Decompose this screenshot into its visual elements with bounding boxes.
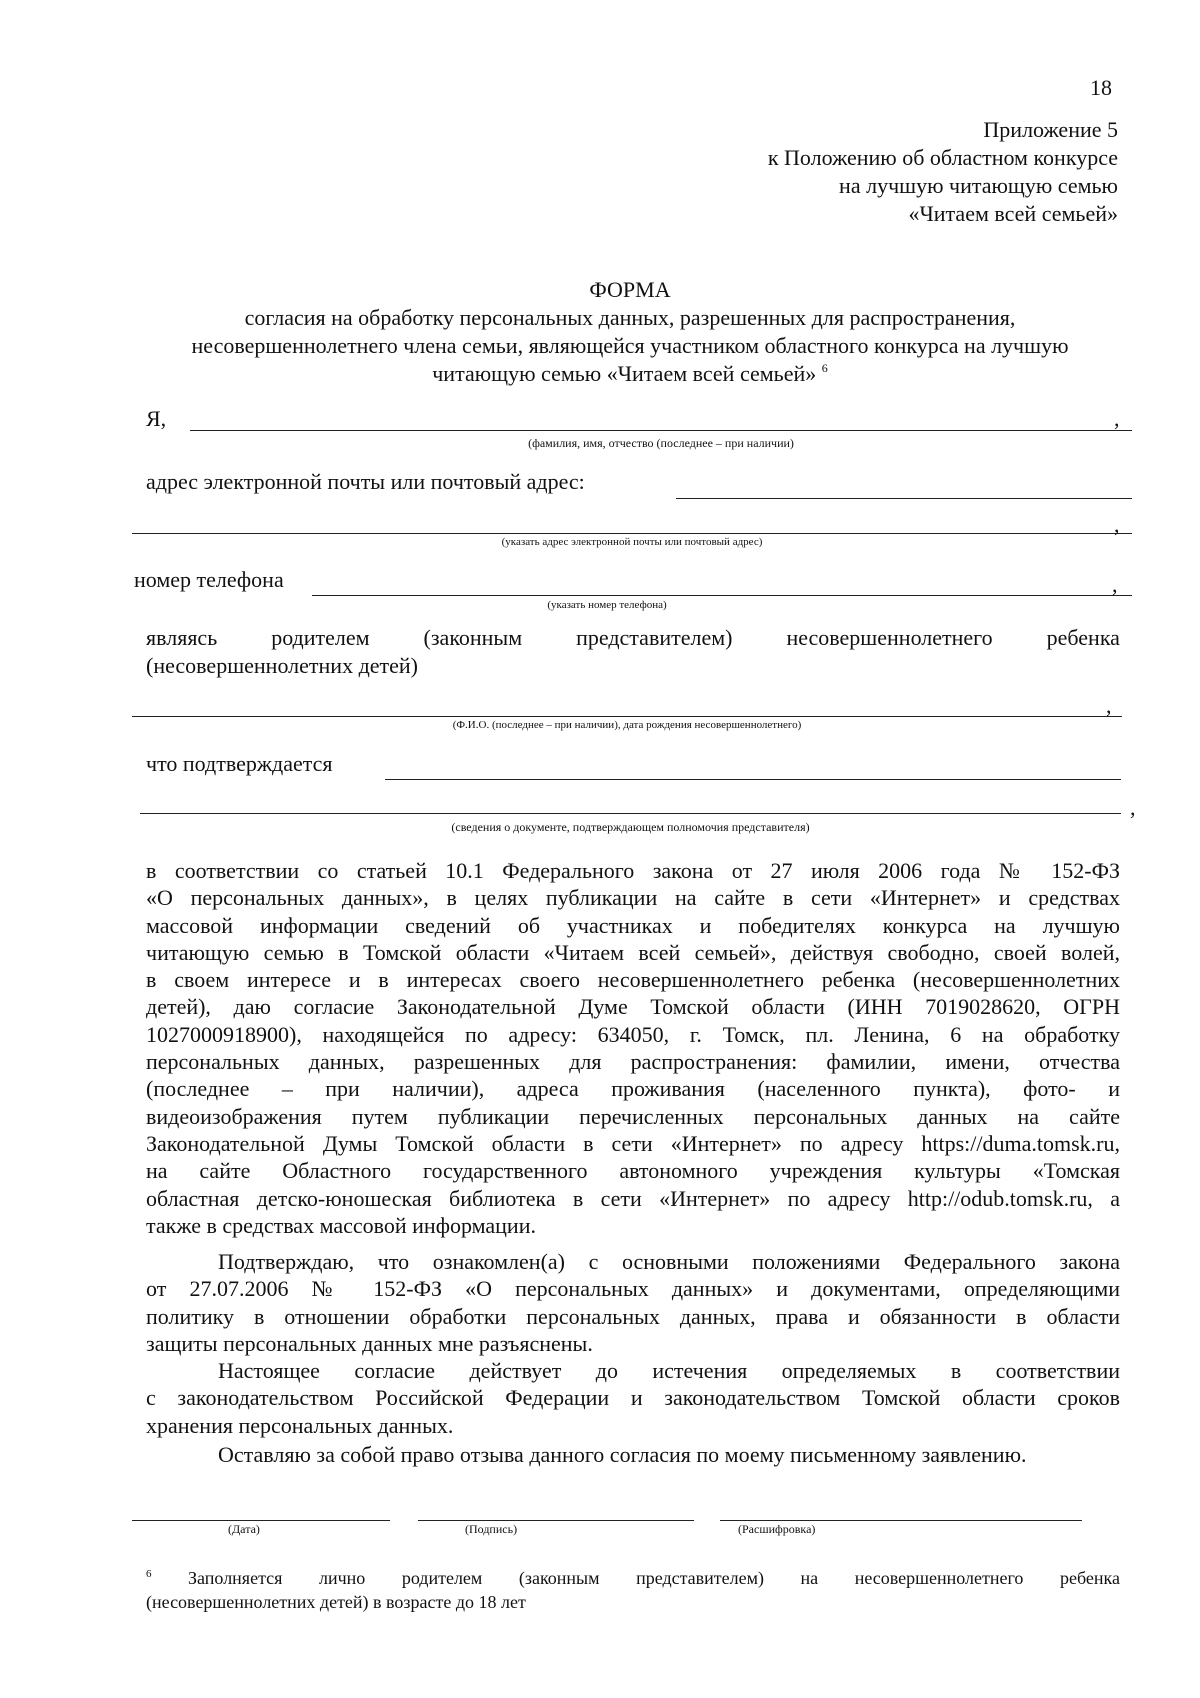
decode-hint: (Расшифровка) [738,1522,816,1536]
address-label: адрес электронной почты или почтовый адрес: [146,469,585,494]
text-line: Оставляю за собой право отзыва данного согласия по моему письменному заявлению. [218,1442,1027,1467]
footnote-line-1 [146,1566,1120,1590]
footnote-ref: 6 [821,361,828,375]
text-line: хранения персональных данных. [146,1412,454,1438]
text-line: (последнее – при наличии), адреса проживания (населенного пункта), фото- и [146,1076,1120,1102]
footnote-word: лично [318,1568,366,1588]
text-line: областная детско-юношеская библиотека в сети «Интернет» по адресу http://odub.tomsk.ru, а [146,1185,1120,1211]
footnote-word: Заполняется [188,1568,283,1588]
parent-line-2: (несовершеннолетних детей) [146,653,419,678]
comma: , [1130,795,1136,820]
text-line: Настоящее согласие действует до истечения определяемых в соответствии [218,1358,1120,1383]
body-paragraph-3 [146,1357,1120,1439]
text-line: на сайте Областного государственного автономного учреждения культуры «Томская [146,1158,1120,1184]
form-heading: ФОРМА [589,277,671,302]
signature-input-line[interactable] [418,1520,694,1521]
address-input-line-1[interactable] [676,498,1132,499]
date-input-line[interactable] [132,1520,390,1521]
child-input-line[interactable] [132,716,1122,717]
text-line: 1027000918900), находящейся по адресу: 634050, г. Томск, пл. Ленина, 6 на обработку [146,1021,1120,1047]
text-line: детей), даю согласие Законодательной Думе Томской области (ИНН 7019028620, ОГРН [146,994,1120,1020]
form-subtitle-line: согласия на обработку персональных данных, разрешенных для распространения, [244,305,1016,330]
comma: , [1112,572,1118,597]
text-line: с законодательством Российской Федерации и законодательством Томской области сроков [146,1385,1120,1411]
text-line: Подтверждаю, что ознакомлен(а) с основными положениями Федерального закона [218,1249,1120,1274]
phone-hint: (указать номер телефона) [547,599,667,611]
appendix-line: Приложение 5 [983,117,1118,142]
footnote-word: несовершеннолетнего [854,1568,1024,1588]
parent-word: являясь [146,625,218,650]
text-line: в соответствии со статьей 10.1 Федерального закона от 27 июля 2006 года № 152-ФЗ [146,858,1120,883]
parent-word: ребенка [1046,625,1120,650]
text-line: персональных данных, разрешенных для распространения: фамилии, имени, отчества [146,1049,1120,1075]
fio-hint: (фамилия, имя, отчество (последнее – при наличии) [528,436,794,450]
text-line: от 27.07.2006 № 152-ФЗ «О персональных данных» и документами, определяющими [146,1276,1120,1302]
footnote-word: родителем [401,1568,483,1588]
parent-word: несовершеннолетнего [786,625,993,650]
confirmed-label: что подтверждается [146,751,333,776]
ya-label: Я, [146,406,167,431]
form-title [100,276,1160,388]
footnote-word: (законным [518,1568,600,1588]
parent-word: родителем [271,625,370,650]
footnote-word: представителем) [636,1568,765,1588]
parent-word: представителем) [576,625,733,650]
text-line: в своем интересе и в интересах своего несовершеннолетнего ребенка (несовершеннолетних [146,967,1120,993]
text-line: защиты персональных данных мне разъяснены. [146,1330,593,1356]
signature-hint: (Подпись) [465,1522,518,1536]
decode-input-line[interactable] [720,1520,1082,1521]
text-line: массовой информации сведений об участниках и победителях конкурса на лучшую [146,912,1120,938]
text-line: «О персональных данных», в целях публикации на сайте в сети «Интернет» и средствах [146,885,1120,911]
appendix-block [600,116,1118,228]
document-hint: (сведения о документе, подтверждающем полномочия представителя) [451,820,810,834]
text-line: политику в отношении обработки персональных данных, права и обязанности в области [146,1303,1120,1329]
date-hint: (Дата) [228,1522,260,1536]
form-subtitle-line: несовершеннолетнего члена семьи, являющейся участником областного конкурса на лучшую [191,333,1069,358]
footnote-line-2: (несовершеннолетних детей) в возрасте до 18 лет [146,1592,526,1612]
child-hint: (Ф.И.О. (последнее – при наличии), дата рождения несовершеннолетнего) [452,719,802,731]
form-subtitle-line: читающую семью «Читаем всей семьей» $^6$ [432,361,828,386]
text-line: также в средствах массовой информации. [146,1212,536,1238]
phone-label: номер телефона [134,567,284,592]
text-line: Законодательной Думы Томской области в сети «Интернет» по адресу https://duma.tomsk.ru, [146,1130,1120,1156]
comma: , [1114,512,1120,537]
confirm-input-line-2[interactable] [140,813,1121,814]
body-paragraph-4 [218,1441,1120,1468]
body-paragraph-2 [146,1248,1120,1357]
page-number: 18 [1090,75,1112,100]
appendix-line: «Читаем всей семьей» [908,201,1118,226]
appendix-line: к Положению об областном конкурсе [767,145,1118,170]
text-line: читающую семью в Томской области «Читаем всей семьей», действуя свободно, своей волей, [146,939,1120,965]
text-line: видеоизображения путем публикации перечисленных персональных данных на сайте [146,1103,1120,1129]
address-hint: (указать адрес электронной почты или почтовый адрес) [501,536,763,548]
phone-input-line[interactable] [312,595,1132,596]
fio-input-line[interactable] [190,430,1132,431]
footnote [146,1566,1120,1614]
appendix-line: на лучшую читающую семью [839,173,1118,198]
comma: , [1114,406,1120,431]
parent-line [146,624,1120,652]
footnote-mark: 6 [146,1568,152,1580]
confirm-input-line-1[interactable] [385,779,1121,780]
address-input-line-2[interactable] [132,533,1132,534]
body-paragraph-1 [146,857,1120,1239]
comma: , [1106,693,1112,718]
parent-word: (законным [423,625,523,650]
footnote-word: на [800,1568,819,1588]
footnote-word: ребенка [1059,1568,1120,1588]
